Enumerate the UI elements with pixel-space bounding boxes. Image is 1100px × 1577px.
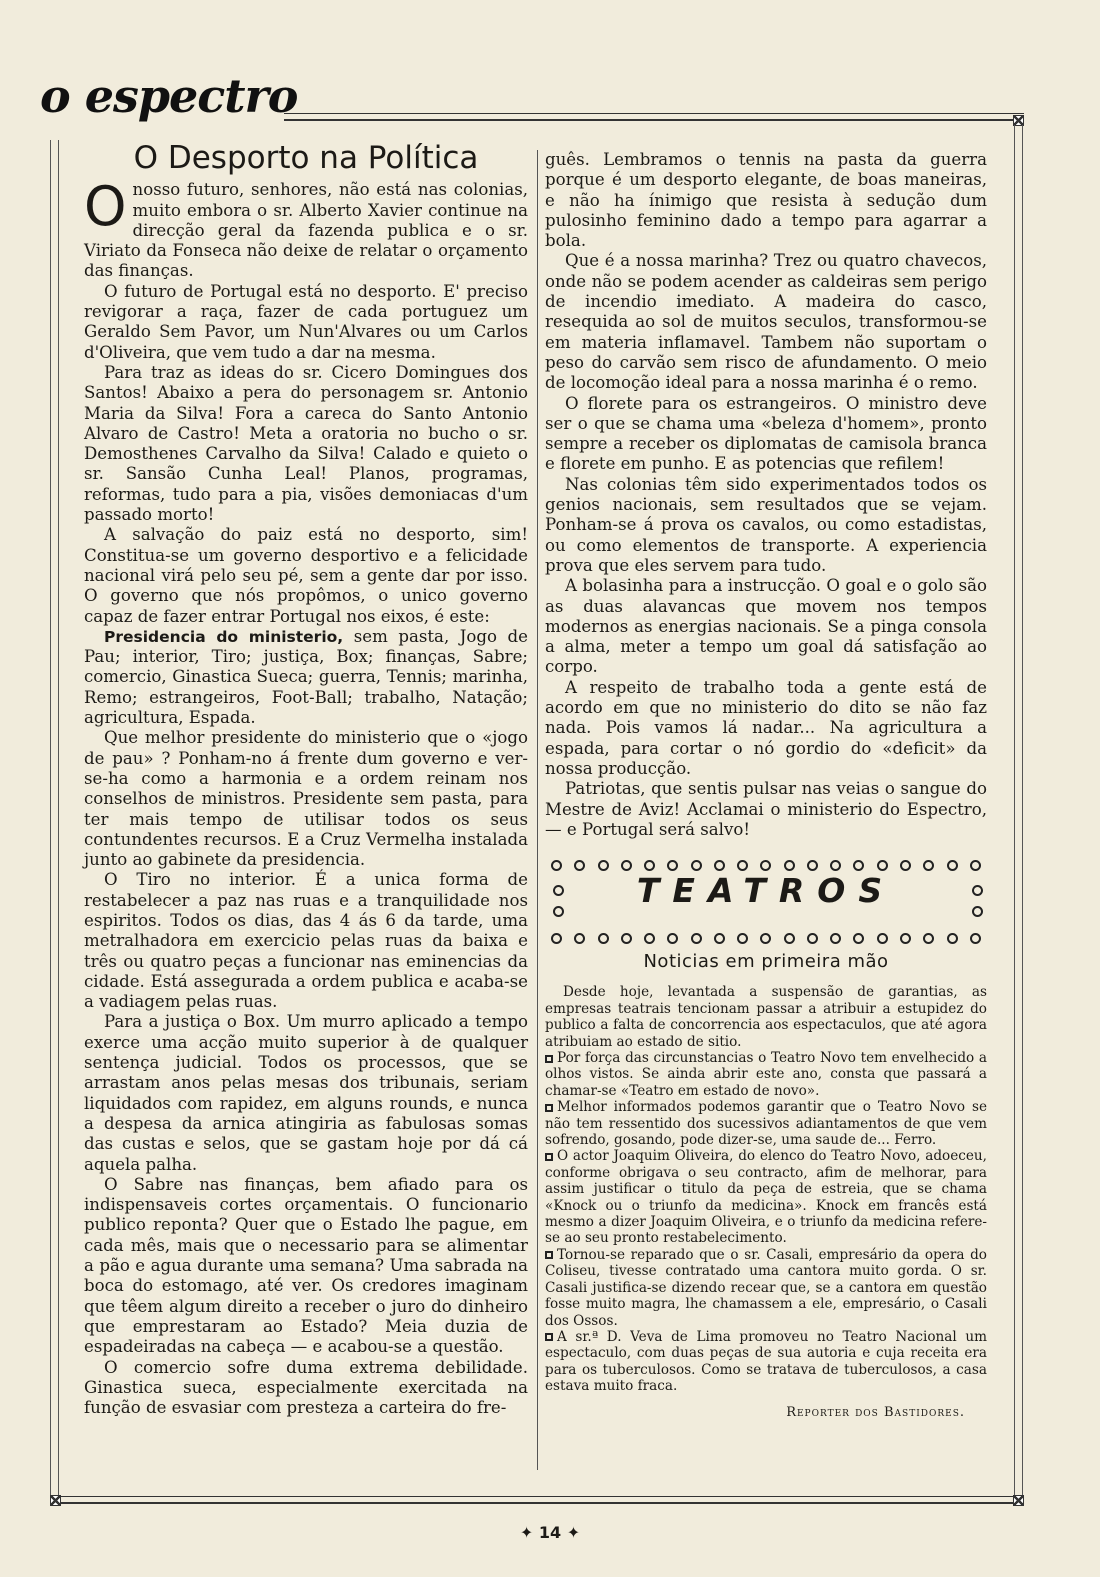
right-border-line [1014,125,1015,1495]
ornament-dot-icon [621,933,632,944]
square-bullet-icon [545,1251,553,1259]
article-paragraph: Que é a nossa marinha? Trez ou quatro chavecos, onde não se podem acender as caldeiras sem perigo de incendio imediato. A madeira do casco, resequida ao sol de muitos seculos, transformou-se em materia inflamavel. Tambem não suportam o peso do carvão sem risco de afundamento. O meio de locomoção ideal para a nossa marinha é o remo. [545,251,987,393]
article-column-right [545,150,987,1421]
ornament-dot-icon [691,933,702,944]
drop-cap: O [84,175,127,239]
news-intro: Desde hoje, levantada a suspensão de garantias, as empresas teatrais tencionam passar a atribuir a estupidez do publico a falta de concorrencia aos espectaculos, que até agora atribuiam ao estado de sitio. [545,984,987,1050]
ornament-dot-icon [970,860,981,871]
article-paragraph: O Sabre nas finanças, bem afiado para os indispensaveis cortes orçamentais. O funcionario publico reponta? Quer que o Estado lhe pague, em cada mês, mais que o necessario para se alimentar a pão e agua durante uma semana? Uma sabrada na boca do estomago, até ver. Os credores imaginam que têem algum direito a receber o juro do dinheiro que emprestaram ao Estado? Meia duzia de espadeiradas na cabeça — e acabou-se a questão. [84,1174,528,1357]
ornament-dot-icon [923,860,934,871]
ornament-dot-icon [551,933,562,944]
article-paragraph: guês. Lembramos o tennis na pasta da guerra porque é um desporto elegante, de boas maneiras, e não ha ínimigo que resista à sedução dum pulosinho feminino dado a tempo para agarrar a bola. [545,150,987,251]
left-border-line-inner [58,140,59,1495]
ministry-text: sem pasta, Jogo de Pau; interior, Tiro; justiça, Box; finanças, Sabre; comercio, Ginastica Sueca; guerra, Tennis; marinha, Remo; estrangeiros, Foot-Ball; trabalho, Natação; agricultura, Espada. [84,626,528,728]
ornament-dot-icon [900,933,911,944]
ornament-dot-icon [621,860,632,871]
ornament-dot-icon [947,933,958,944]
article-paragraph: A respeito de trabalho toda a gente está de acordo em que no ministerio do dito se não faz nada. Pois vamos lá nadar... Na agricultura a espada, para cortar o nó gordio do «deficit» da nossa producção. [545,677,987,778]
article-paragraph: Nas colonias têm sido experimentados todos os genios nacionais, sem resultados que se vejam. Ponham-se á prova os cavalos, ou como estadistas, ou como elementos de transporte. A experiencia prova que eles servem para tudo. [545,474,987,575]
ornament-dot-icon [691,860,702,871]
signature: Reporter dos Bastidores. [786,1404,965,1420]
ornament-dot-icon [877,860,888,871]
ornament-dot-icon [737,933,748,944]
ornament-dot-icon [737,860,748,871]
top-rule [284,113,1024,114]
square-bullet-icon [545,1104,553,1112]
news-item: Melhor informados podemos garantir que o Teatro Novo se não tem ressentido dos sucessivos adiantamentos de que vem sofrendo, gosando, pode dizer-se, uma saude de... Ferro. [545,1099,987,1149]
ornament-dot-icon [644,933,655,944]
teatros-news [545,984,987,1421]
ornament-dot-icon [714,860,725,871]
right-border-line-inner [1022,125,1023,1495]
ornament-dot-icon [598,860,609,871]
ministry-lead: Presidencia do ministerio, [104,627,344,646]
teatros-header [545,871,987,933]
bottom-rule-double [58,1502,1024,1504]
article-paragraph: Onosso futuro, senhores, não está nas colonias, muito embora o sr. Alberto Xavier continue na direcção geral da fazenda publica e o sr. Viriato da Fonseca não deixe de relatar o orçamento das finanças. [84,175,528,281]
left-border-line [50,140,51,1495]
ornament-dot-row-top [551,860,981,871]
ornament-dot-icon [970,933,981,944]
teatros-title: TEATROS [636,871,896,911]
ornament-dot-icon [784,933,795,944]
ornament-dot-row-bottom [551,933,981,944]
square-bullet-icon [545,1153,553,1161]
masthead-logo: o espectro [40,69,298,123]
ornament-dot-icon [853,933,864,944]
ornament-dot-icon [574,933,585,944]
ornament-dot-icon [947,860,958,871]
ornament-dot-icon [807,860,818,871]
ornament-dot-icon [900,860,911,871]
column-divider [537,150,538,1470]
news-item: A sr.ª D. Veva de Lima promoveu no Teatro Nacional um espectaculo, com duas peças de sua autoria e cuja receita era para os tuberculosos. Como se tratava de tuberculosos, a casa estava muito fraca. [545,1328,987,1395]
masthead [40,68,297,128]
ornament-dot-icon [667,933,678,944]
article-paragraph: Que melhor presidente do ministerio que o «jogo de pau» ? Ponham-no á frente dum governo e ver-se-ha como a harmonia e a ordem reinam nos conselhos de ministros. Presidente sem pasta, para ter mais tempo de utilisar todos os seus contundentes recursos. E a Cruz Vermelha instalada junto ao gabinete da presidencia. [84,728,528,870]
ornament-dot-icon [551,860,562,871]
article-paragraph: O futuro de Portugal está no desporto. E' preciso revigorar a raça, fazer de cada portuguez um Geraldo Sem Pavor, um Nun'Alvares ou um Carlos d'Oliveira, que vem tudo a dar na mesma. [84,281,528,362]
article-paragraph: O Tiro no interior. É a unica forma de restabelecer a paz nas ruas e a tranquilidade nos espiritos. Todos os dias, das 4 ás 6 da tarde, uma metralhadora em exercicio pelas ruas da baixa e três ou quatro peças a funcionar nas eminencias da cidade. Está assegurada a ordem publica e acaba-se a vadiagem pelas ruas. [84,870,528,1012]
page-number: ✦ 14 ✦ [519,1523,581,1542]
article-paragraph: O comercio sofre duma extrema debilidade. Ginastica sueca, especialmente exercitada na função de esvasiar com presteza a carteira do fre- [84,1357,528,1418]
ornament-dot-icon [784,860,795,871]
article-title: O Desporto na Política [133,140,479,176]
article-paragraph: Patriotas, que sentis pulsar nas veias o sangue do Mestre de Aviz! Acclamai o ministerio do Espectro, — e Portugal será salvo! [545,779,987,839]
article-paragraph: O florete para os estrangeiros. O ministro deve ser o que se chama uma «beleza d'homem», pronto sempre a receber os diplomatas de camisola branca e florete em punho. E as potencias que refilem! [545,393,987,474]
ornament-dot-icon [667,860,678,871]
ministry-list [84,627,528,728]
ornament-dot-icon [598,933,609,944]
ornament-dot-icon [760,933,771,944]
article-paragraph: Para traz as ideas do sr. Cicero Domingues dos Santos! Abaixo a pera do personagem sr. Antonio Maria da Silva! Fora a careca do Santo Antonio Alvaro de Castro! Meta a oratoria no bucho o sr. Demosthenes Carvalho da Silva! Calado e quieto o sr. Sansão Cunha Leal! Planos, programas, reformas, tudo para a pia, visões demoniacas d'um passado morto! [84,362,528,525]
news-item: Tornou-se reparado que o sr. Casali, empresário da opera do Coliseu, tivesse contratado uma cantora muito gorda. O sr. Casali justifica-se dizendo recear que, se a cantora em questão fosse muito magra, lhe chamassem a ele, empresário, o Casali dos Ossos. [545,1246,987,1329]
article-paragraph: Para a justiça o Box. Um murro aplicado a tempo exerce uma acção muito superior à de qualquer sentença judicial. Todos os processos, que se arrastam anos pelas mesas dos tribunais, seriam liquidados com rapidez, em alguns rounds, e nunca a despesa da arnica atingiria as fabulosas somas das custas e selos, que se gastam hoje por dá cá aquela palha. [84,1012,528,1174]
ornament-dot-icon [574,860,585,871]
ornament-dot-icon [923,933,934,944]
corner-ornament-icon [50,1495,61,1506]
teatros-subtitle: Noticias em primeira mão [643,951,889,973]
ornament-dot-icon [807,933,818,944]
article-paragraph: A bolasinha para a instrucção. O goal e o golo são as duas alavancas que movem nos tempos modernos as energias nacionais. Se a pinga consola a alma, meter a tempo um goal dá satisfação ao corpo. [545,576,987,677]
ornament-dot-icon [644,860,655,871]
square-bullet-icon [545,1055,553,1063]
square-bullet-icon [545,1333,553,1341]
ornament-dot-icon [877,933,888,944]
article-column-left [84,140,528,1418]
bottom-rule [58,1496,1024,1497]
ornament-dots-right [972,885,983,927]
corner-ornament-icon [1013,1495,1024,1506]
article-paragraph: A salvação do paiz está no desporto, sim! Constitua-se um governo desportivo e a felicidade nacional virá pelo seu pé, sem a gente dar por isso. O governo que nós propômos, o unico governo capaz de fazer entrar Portugal nos eixos, é este: [84,525,528,626]
ornament-dot-icon [830,933,841,944]
ornament-dot-icon [853,860,864,871]
top-rule-double [284,119,1024,121]
ornament-dot-icon [760,860,771,871]
news-item: Por força das circunstancias o Teatro Novo tem envelhecido a olhos vistos. Se ainda abrir este ano, consta que passará a chamar-se «Teatro em estado de novo». [545,1050,987,1099]
ornament-dot-icon [830,860,841,871]
ornament-dot-icon [714,933,725,944]
news-item: O actor Joaquim Oliveira, do elenco do Teatro Novo, adoeceu, conforme obrigava o seu contracto, afim de melhorar, para assim justificar o titulo da peça de estreia, que se chama «Knock ou o triunfo da medicina». Knock em francês está mesmo a dizer Joaquim Oliveira, e o triunfo da medicina refere-se ao seu pronto restabelecimento. [545,1148,987,1247]
